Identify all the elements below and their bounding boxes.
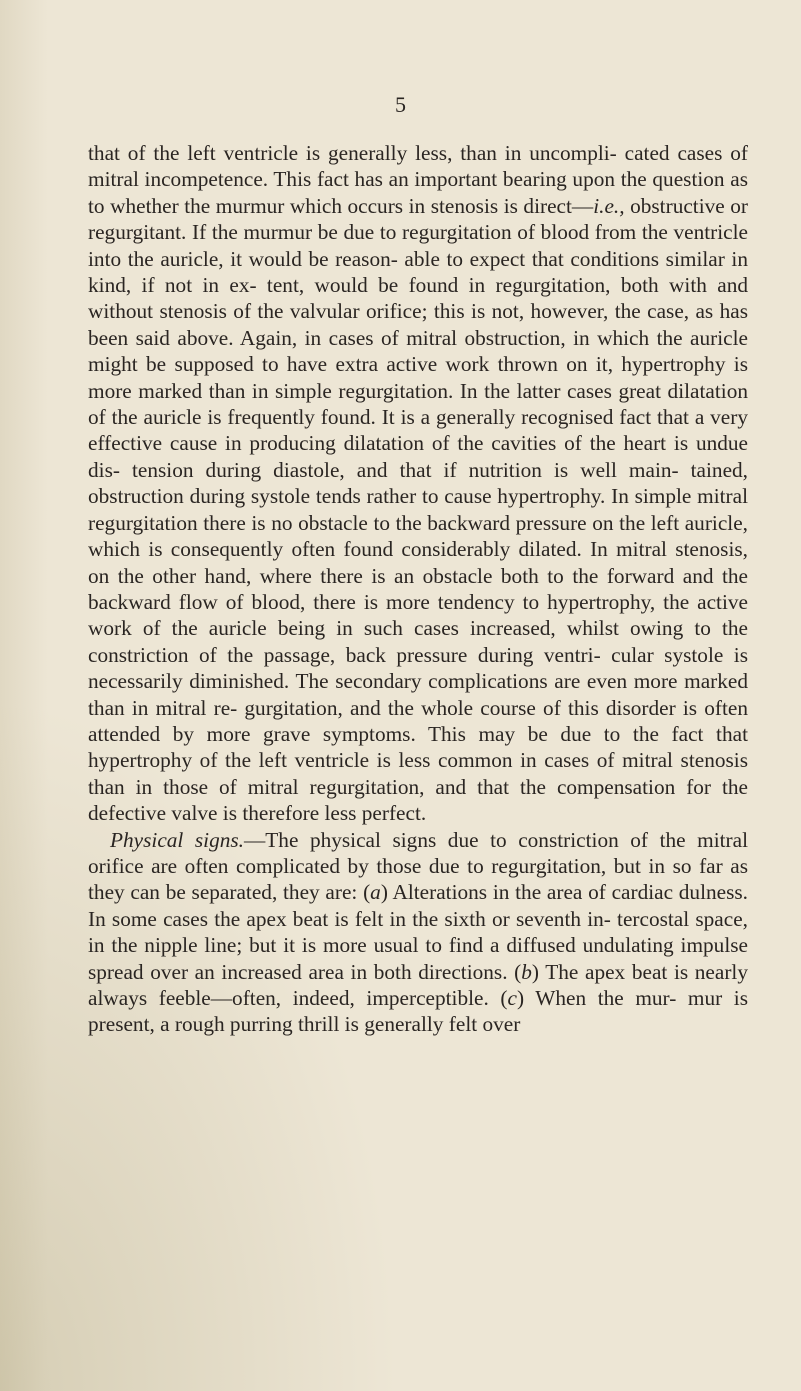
page-number: 5 <box>395 92 406 117</box>
list-marker-a: a <box>370 880 381 905</box>
text-segment-italic: i.e., <box>593 193 625 218</box>
text-segment: ) Alterations in the area of cardiac dulness. In some cases the apex beat is felt in the sixth or seventh in- tercostal space, in the nipple line; but it is more usual to find a diffused undulating impulse spread over an increased area in both directions. ( <box>88 880 748 984</box>
list-marker-b: b <box>521 959 532 984</box>
list-marker-c: c <box>507 986 517 1010</box>
text-segment: ) When the mur- mur is present, a rough purring thrill is generally felt over <box>88 986 749 1037</box>
text-segment: —The physical signs due to constriction of the mitral orifice are often complicated by those due to regurgitation, but in so far as they can be separated, they are: ( <box>88 827 748 905</box>
body-text <box>88 140 748 1038</box>
text-segment: ) The apex beat is nearly always feeble—often, indeed, imperceptible. ( <box>88 959 748 1010</box>
paragraph-1 <box>88 140 748 827</box>
paragraph-2 <box>88 827 748 1038</box>
text-segment: obstructive or regurgitant. If the murmur be due to regurgitation of blood from the ventricle into the auricle, it would be reason- able to expect that conditions similar in kind, if not in ex- tent, would be found in regurgitation, both with and without stenosis of the valvular orifice; this is not, however, the case, as has been said above. Again, in cases of mitral obstruction, in which the auricle might be supposed to have extra active work thrown on it, hypertrophy is more marked than in simple regurgitation. In the latter cases great dilatation of the auricle is frequently found. It is a generally recognised fact that a very effective cause in producing dilatation of the cavities of the heart is undue dis- tension during diastole, and that if nutrition is well main- tained, obstruction during systole tends rather to cause hypertrophy. In simple mitral regurgitation there is no obstacle to the backward pressure on the left auricle, which is consequently often found considerably dilated. In mitral stenosis, on the other hand, where there is an obstacle both to the forward and the backward flow of blood, there is more tendency to hypertrophy, the active work of the auricle being in such cases increased, whilst owing to the constriction of the passage, back pressure during ventri- cular systole is necessarily diminished. The secondary complications are even more marked than in mitral re- gurgitation, and the whole course of this disorder is often attended by more grave symptoms. This may be due to the fact that hypertrophy of the left ventricle is less common in cases of mitral stenosis than in those of mitral regurgitation, and that the compensation for the defective valve is therefore less perfect. <box>88 193 748 826</box>
section-heading-physical-signs: Physical signs. <box>110 827 244 852</box>
text-segment: that of the left ventricle is generally less, than in uncompli- cated cases of mitral incompetence. This fact has an important bearing upon the question as to whether the murmur which occurs in stenosis is direct— <box>88 141 748 218</box>
